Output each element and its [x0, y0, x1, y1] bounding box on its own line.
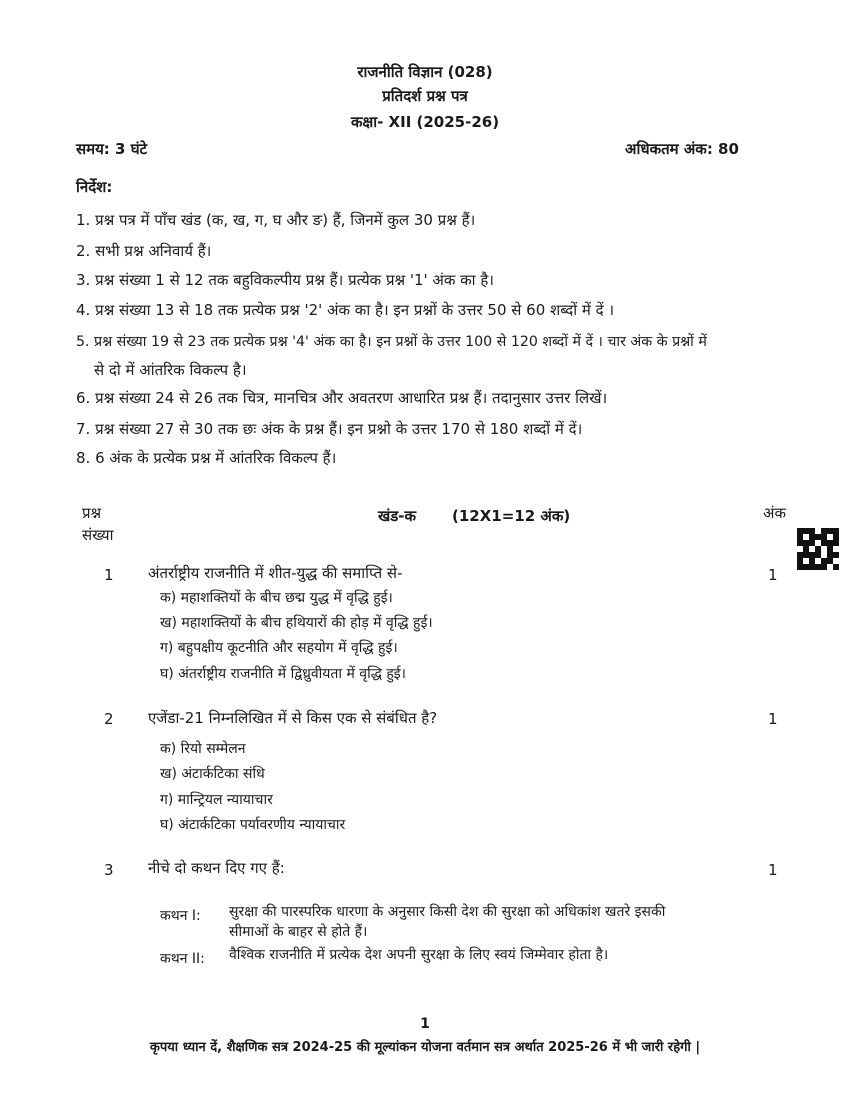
instruction-item: 7. प्रश्न संख्या 27 से 30 तक छः अंक के प्रश्न हैं। इन प्रश्नो के उत्तर 170 से 180 शब्दों में दें। [76, 420, 583, 438]
instruction-item: 3. प्रश्न संख्या 1 से 12 तक बहुविकल्पीय प्रश्न हैं। प्रत्येक प्रश्न '1' अंक का है। [76, 271, 494, 289]
question-marks: 1 [768, 710, 778, 728]
qr-code [797, 528, 839, 570]
statement-text-continued: सीमाओं के बाहर से होते हैं। [229, 924, 368, 940]
time-allowed: समय: 3 घंटे [76, 140, 148, 158]
marks-header: अंक [763, 504, 786, 522]
instructions-heading: निर्देश: [76, 178, 113, 196]
question-number-header: प्रश्न [82, 504, 102, 522]
instruction-item: 5. प्रश्न संख्या 19 से 23 तक प्रत्येक प्रश्न '4' अंक का है। इन प्रश्नों के उत्तर 100 से 120 शब्दों में दें । चार अंक के प्रश्नों में [76, 334, 707, 350]
question-number-header-line2: संख्या [82, 526, 114, 544]
question-text: नीचे दो कथन दिए गए हैं: [148, 859, 285, 877]
question-number: 1 [104, 566, 114, 584]
statement-text: सुरक्षा की पारस्परिक धारणा के अनुसार किसी देश की सुरक्षा को अधिकांश खतरे इसकी [229, 904, 666, 920]
option-c: ग) मान्ट्रियल न्यायाचार [160, 792, 273, 808]
question-marks: 1 [768, 861, 778, 879]
paper-title: राजनीति विज्ञान (028) [357, 63, 493, 81]
instruction-item: 1. प्रश्न पत्र में पाँच खंड (क, ख, ग, घ और ङ) हैं, जिनमें कुल 30 प्रश्न हैं। [76, 211, 476, 229]
page-number: 1 [420, 1016, 430, 1032]
question-marks: 1 [768, 566, 778, 584]
instruction-item: 6. प्रश्न संख्या 24 से 26 तक चित्र, मानचित्र और अवतरण आधारित प्रश्न हैं। तदानुसार उत्तर लिखें। [76, 389, 608, 407]
statement-label: कथन II: [160, 951, 205, 967]
option-b: ख) अंटार्कटिका संधि [160, 766, 265, 782]
statement-text: वैश्विक राजनीति में प्रत्येक देश अपनी सुरक्षा के लिए स्वयं जिम्मेवार होता है। [229, 947, 609, 963]
class-line: कक्षा- XII (2025-26) [350, 113, 500, 131]
option-d: घ) अंतर्राष्ट्रीय राजनीति में द्विध्रुवीयता में वृद्धि हुई। [160, 666, 406, 682]
option-a: क) रियो सम्मेलन [160, 741, 246, 757]
section-marks: (12X1=12 अंक) [452, 507, 571, 525]
section-title: खंड-क [378, 507, 417, 525]
instruction-item-continued: से दो में आंतरिक विकल्प है। [94, 361, 247, 379]
option-b: ख) महाशक्तियों के बीच हथियारों की होड़ में वृद्धि हुई। [160, 615, 433, 631]
question-number: 3 [104, 861, 114, 879]
instruction-item: 4. प्रश्न संख्या 13 से 18 तक प्रत्येक प्रश्न '2' अंक का है। इन प्रश्नों के उत्तर 50 से 60 शब्दों में दें । [76, 301, 615, 319]
footer-note: कृपया ध्यान दें, शैक्षणिक सत्र 2024-25 की मूल्यांकन योजना वर्तमान सत्र अर्थात 2025-26 में भी जारी रहेगी | [149, 1040, 701, 1055]
question-text: एजेंडा-21 निम्नलिखित में से किस एक से संबंधित है? [148, 709, 438, 727]
option-a: क) महाशक्तियों के बीच छद्म युद्ध में वृद्धि हुई। [160, 590, 393, 606]
question-text: अंतर्राष्ट्रीय राजनीति में शीत-युद्ध की समाप्ति से- [148, 564, 403, 582]
question-number: 2 [104, 710, 114, 728]
instruction-item: 2. सभी प्रश्न अनिवार्य हैं। [76, 242, 212, 260]
instruction-item: 8. 6 अंक के प्रत्येक प्रश्न में आंतरिक विकल्प हैं। [76, 449, 337, 467]
paper-subtitle: प्रतिदर्श प्रश्न पत्र [382, 87, 468, 105]
statement-label: कथन I: [160, 908, 201, 924]
max-marks: अधिकतम अंक: 80 [625, 140, 739, 158]
option-d: घ) अंटार्कटिका पर्यावरणीय न्यायाचार [160, 817, 346, 833]
option-c: ग) बहुपक्षीय कूटनीति और सहयोग में वृद्धि हुई। [160, 640, 398, 656]
